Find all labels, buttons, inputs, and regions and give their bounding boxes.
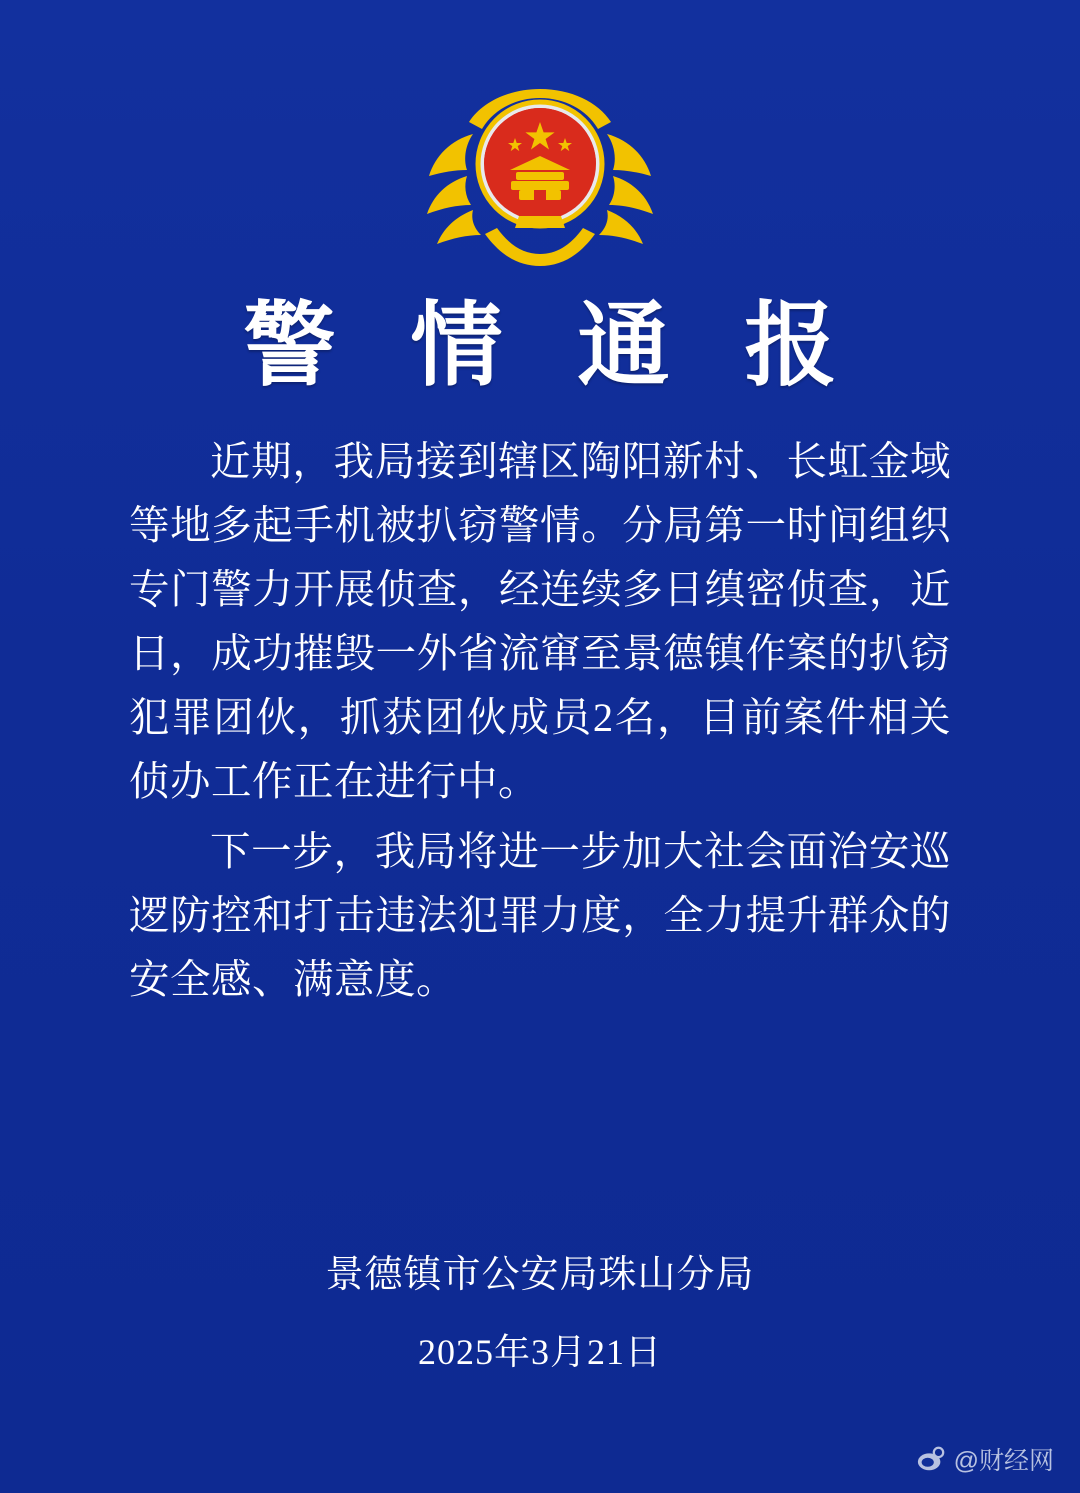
- police-badge-emblem: [415, 86, 665, 271]
- watermark-label: @财经网: [953, 1447, 1054, 1475]
- watermark: [916, 1441, 1054, 1477]
- page-title: 警 情 通 报: [243, 295, 863, 397]
- issuing-organization: 景德镇市公安局珠山分局: [325, 1254, 755, 1296]
- weibo-icon: [916, 1444, 946, 1474]
- notice-body: [129, 430, 951, 1018]
- body-paragraph-2: 下一步，我局将进一步加大社会面治安巡逻防控和打击违法犯罪力度，全力提升群众的安全感、满意度。: [129, 829, 951, 1003]
- body-paragraph-1: 近期，我局接到辖区陶阳新村、长虹金域等地多起手机被扒窃警情。分局第一时间组织专门警力开展侦查，经连续多日缜密侦查，近日，成功摧毁一外省流窜至景德镇作案的扒窃犯罪团伙，抓获团伙成员2名，目前案件相关侦办工作正在进行中。: [129, 439, 951, 805]
- signature-block: [0, 1243, 1080, 1375]
- issue-date: 2025年3月21日: [417, 1332, 662, 1372]
